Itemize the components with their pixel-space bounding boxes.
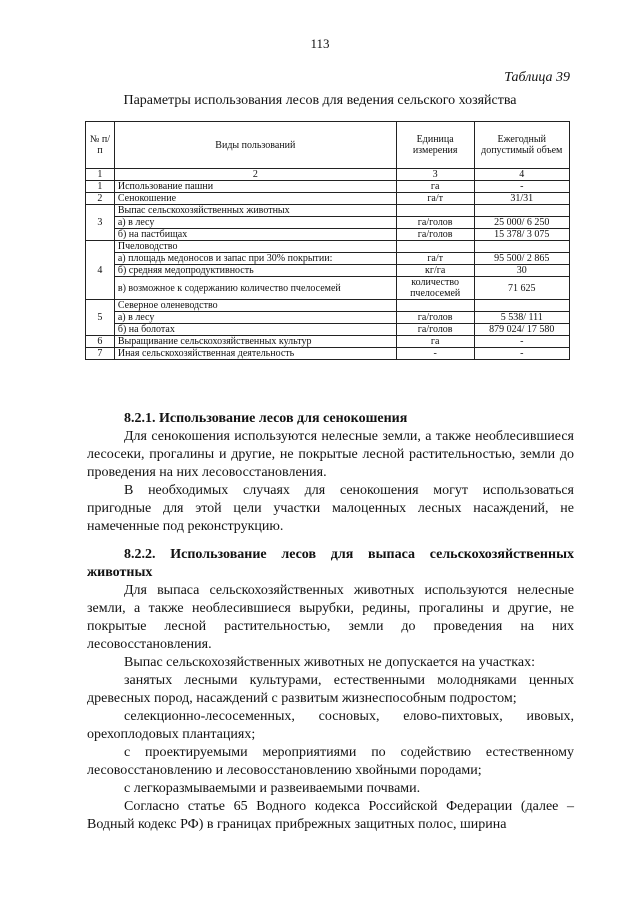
table-cell: 1 <box>86 181 115 193</box>
parameters-table <box>85 121 570 360</box>
table-row <box>86 205 570 217</box>
paragraph: Выпас сельскохозяйственных животных не допускается на участках: <box>124 655 535 670</box>
table-cell: га <box>396 336 474 348</box>
table-cell: 30 <box>474 265 569 277</box>
table-row <box>86 277 570 300</box>
table-cell: га/т <box>396 193 474 205</box>
table-cell: количество пчелосемей <box>396 277 474 300</box>
table-cell: б) средняя медопродуктивность <box>114 265 396 277</box>
table-cell: га/голов <box>396 312 474 324</box>
table-cell: в) возможное к содержанию количество пчелосемей <box>114 277 396 300</box>
table-index-row <box>86 169 570 181</box>
header-number: № п/п <box>86 122 115 169</box>
table-cell: 4 <box>86 241 115 300</box>
table-row <box>86 217 570 229</box>
table-cell: 3 <box>86 205 115 241</box>
table-row <box>86 181 570 193</box>
list-item: занятых лесными культурами, естественными молодняками ценных древесных пород, насаждений с развитым жизнеспособным подростом; <box>87 673 574 706</box>
table-cell: Использование пашни <box>114 181 396 193</box>
table-cell: - <box>474 181 569 193</box>
table-cell <box>396 241 474 253</box>
table-row <box>86 193 570 205</box>
paragraph: В необходимых случаях для сенокошения могут использоваться пригодные для этой цели участки малоценных лесных насаждений, не намеченные под реконструкцию. <box>87 483 574 534</box>
table-cell: 15 378/ 3 075 <box>474 229 569 241</box>
table-cell: 6 <box>86 336 115 348</box>
header-kind: Виды пользований <box>114 122 396 169</box>
table-cell: 2 <box>114 169 396 181</box>
table-cell: 7 <box>86 348 115 360</box>
table-cell <box>474 205 569 217</box>
table-row <box>86 300 570 312</box>
table-cell <box>474 241 569 253</box>
table-cell: 31/31 <box>474 193 569 205</box>
table-cell: 95 500/ 2 865 <box>474 253 569 265</box>
table-cell: 4 <box>474 169 569 181</box>
list-item: селекционно-лесосеменных, сосновых, елово-пихтовых, ивовых, орехоплодовых плантациях; <box>87 709 574 742</box>
table-number: Таблица 39 <box>504 70 570 85</box>
table-cell: б) на болотах <box>114 324 396 336</box>
table-cell: а) площадь медоносов и запас при 30% покрытии: <box>114 253 396 265</box>
table-cell: б) на пастбищах <box>114 229 396 241</box>
table-cell <box>396 205 474 217</box>
table-cell: Выпас сельскохозяйственных животных <box>114 205 396 217</box>
table-cell: 25 000/ 6 250 <box>474 217 569 229</box>
table-cell: га <box>396 181 474 193</box>
paragraph: Для сенокошения используются нелесные земли, а также необлесившиеся лесосеки, прогалины и другие, не покрытые лесной растительностью, земли до проведения на них лесовосстановления. <box>87 429 574 480</box>
table-cell: 1 <box>86 169 115 181</box>
table-cell: га/голов <box>396 229 474 241</box>
table-cell: 5 538/ 111 <box>474 312 569 324</box>
table-row <box>86 253 570 265</box>
table-cell: га/голов <box>396 324 474 336</box>
table-cell: 2 <box>86 193 115 205</box>
paragraph: Для выпаса сельскохозяйственных животных используются нелесные земли, а также необлесившиеся вырубки, редины, прогалины и другие, не покрытые лесной растительностью, земли до проведения на них лесовосстановления. <box>87 583 574 652</box>
table-cell: - <box>474 348 569 360</box>
table-row <box>86 324 570 336</box>
table-cell: га/т <box>396 253 474 265</box>
table-cell: 5 <box>86 300 115 336</box>
paragraph: Согласно статье 65 Водного кодекса Российской Федерации (далее – Водный кодекс РФ) в границах прибрежных защитных полос, ширина <box>87 799 574 832</box>
table-cell: а) в лесу <box>114 312 396 324</box>
list-item: с проектируемыми мероприятиями по содействию естественному лесовосстановлению и лесовосстановлению хвойными породами; <box>87 745 574 778</box>
table-cell: кг/га <box>396 265 474 277</box>
table-row <box>86 241 570 253</box>
table-caption: Параметры использования лесов для ведения сельского хозяйства <box>123 93 517 108</box>
list-item: с легкоразмываемыми и развеиваемыми почвами. <box>124 781 421 796</box>
table-row <box>86 336 570 348</box>
table-cell <box>474 300 569 312</box>
table-cell: Сенокошение <box>114 193 396 205</box>
table-row <box>86 265 570 277</box>
header-volume: Ежегодный допустимый объем <box>474 122 569 169</box>
table-cell: - <box>396 348 474 360</box>
table-cell: 71 625 <box>474 277 569 300</box>
table-cell: Иная сельскохозяйственная деятельность <box>114 348 396 360</box>
table-row <box>86 229 570 241</box>
table-cell: 879 024/ 17 580 <box>474 324 569 336</box>
section-heading: 8.2.1. Использование лесов для сенокошения <box>124 411 408 426</box>
table-cell: Выращивание сельскохозяйственных культур <box>114 336 396 348</box>
section-heading: 8.2.2. Использование лесов для выпаса сельскохозяйственных животных <box>87 547 574 580</box>
section-grazing <box>87 546 574 834</box>
header-unit: Единица измерения <box>396 122 474 169</box>
table-cell: Северное оленеводство <box>114 300 396 312</box>
table-cell: га/голов <box>396 217 474 229</box>
table-cell <box>396 300 474 312</box>
page-number: 113 <box>310 36 330 51</box>
section-hay-mowing <box>87 410 574 536</box>
table-cell: 3 <box>396 169 474 181</box>
table-row <box>86 348 570 360</box>
table-cell: Пчеловодство <box>114 241 396 253</box>
table-row <box>86 312 570 324</box>
table-cell: а) в лесу <box>114 217 396 229</box>
table-cell: - <box>474 336 569 348</box>
table-header-row <box>86 122 570 169</box>
